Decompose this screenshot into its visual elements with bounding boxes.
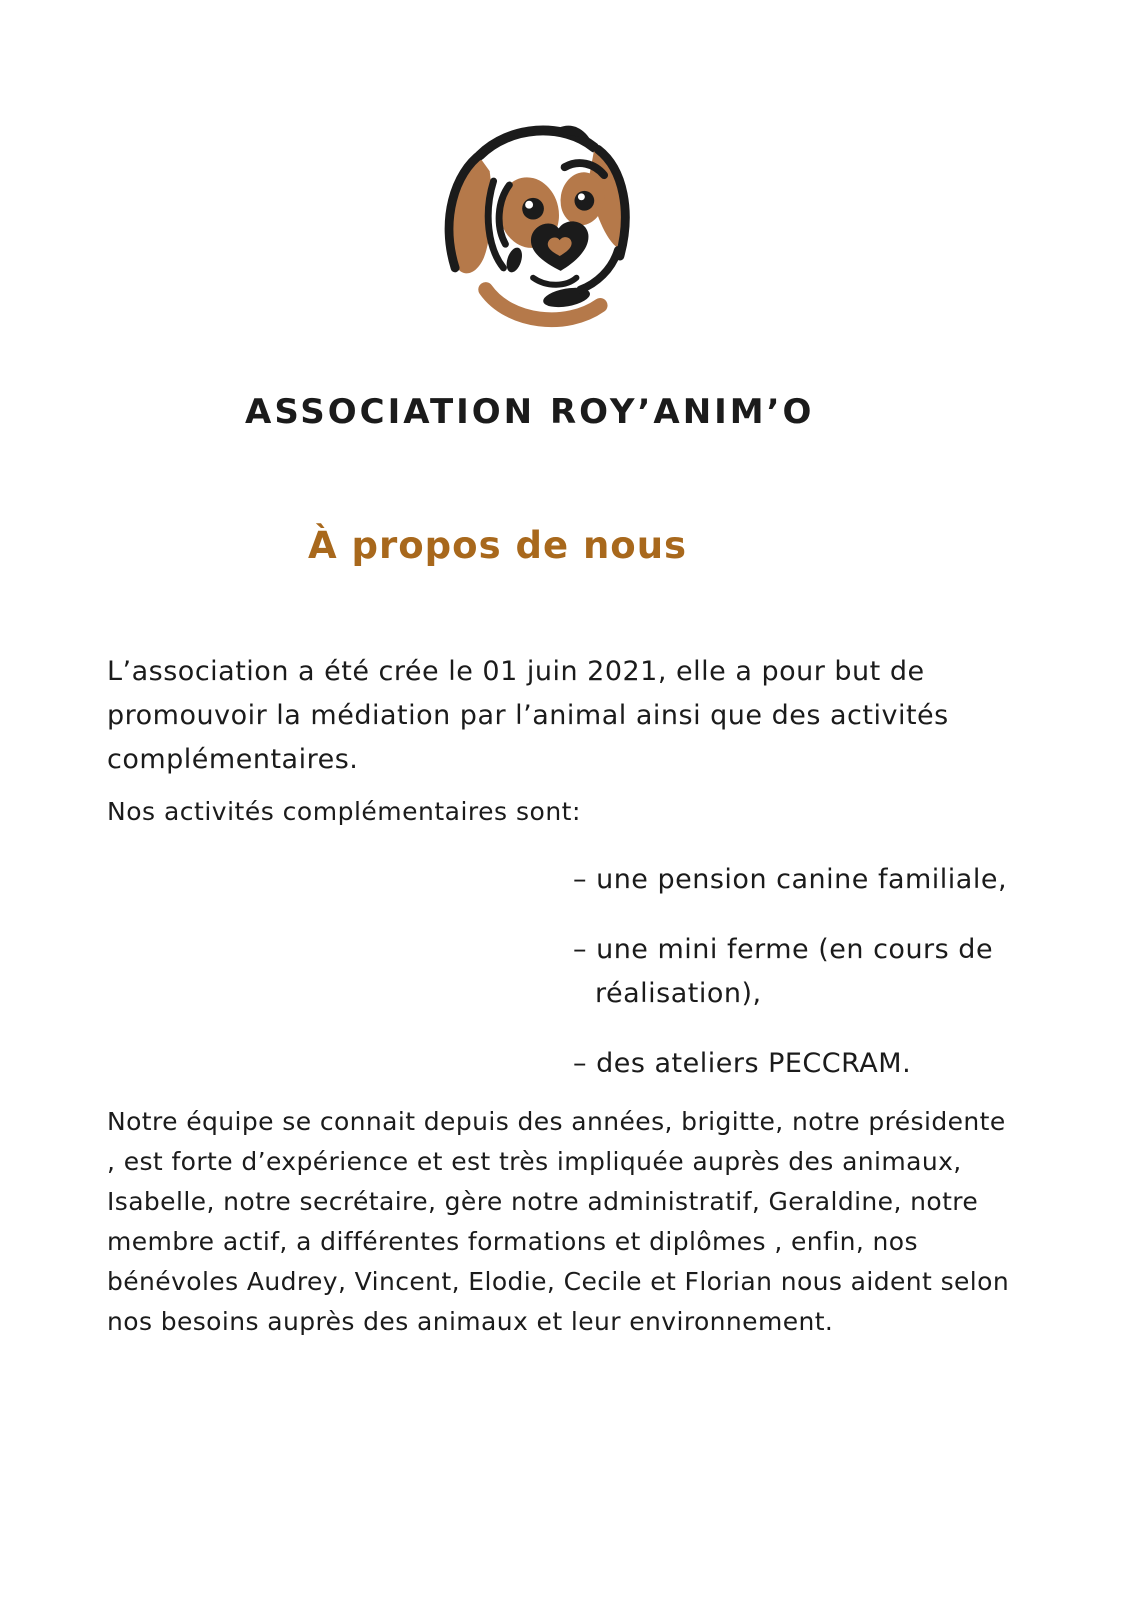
team-paragraph: Notre équipe se connait depuis des années, brigitte, notre présidente , est forte d’expérience et est très impliquée auprès des animaux, Isabelle, notre secrétaire, gère notre administratif, Geraldine, notre membre actif, a différentes formations et diplômes , enfin, nos bénévoles Audrey, Vincent, Elodie, Cecile et Florian nous aident selon nos besoins auprès des animaux et leur environnement.: [107, 1107, 1010, 1336]
page-subtitle: À propos de nous: [308, 524, 688, 567]
activities-label: Nos activités complémentaires sont:: [107, 797, 581, 826]
list-item: – des ateliers PECCRAM.: [573, 1048, 912, 1079]
page-title: ASSOCIATION ROY’ANIM’O: [245, 392, 815, 432]
activities-list: [573, 858, 1025, 1112]
dog-face-icon: [418, 110, 656, 332]
intro-paragraph: L’association a été crée le 01 juin 2021, elle a pour but de promouvoir la médiation par l’animal ainsi que des activités complémentaires.: [107, 656, 949, 775]
list-item: – une pension canine familiale,: [573, 864, 1008, 895]
dog-face-logo: [418, 110, 656, 332]
list-item: – une mini ferme (en cours de réalisation),: [573, 934, 994, 1009]
